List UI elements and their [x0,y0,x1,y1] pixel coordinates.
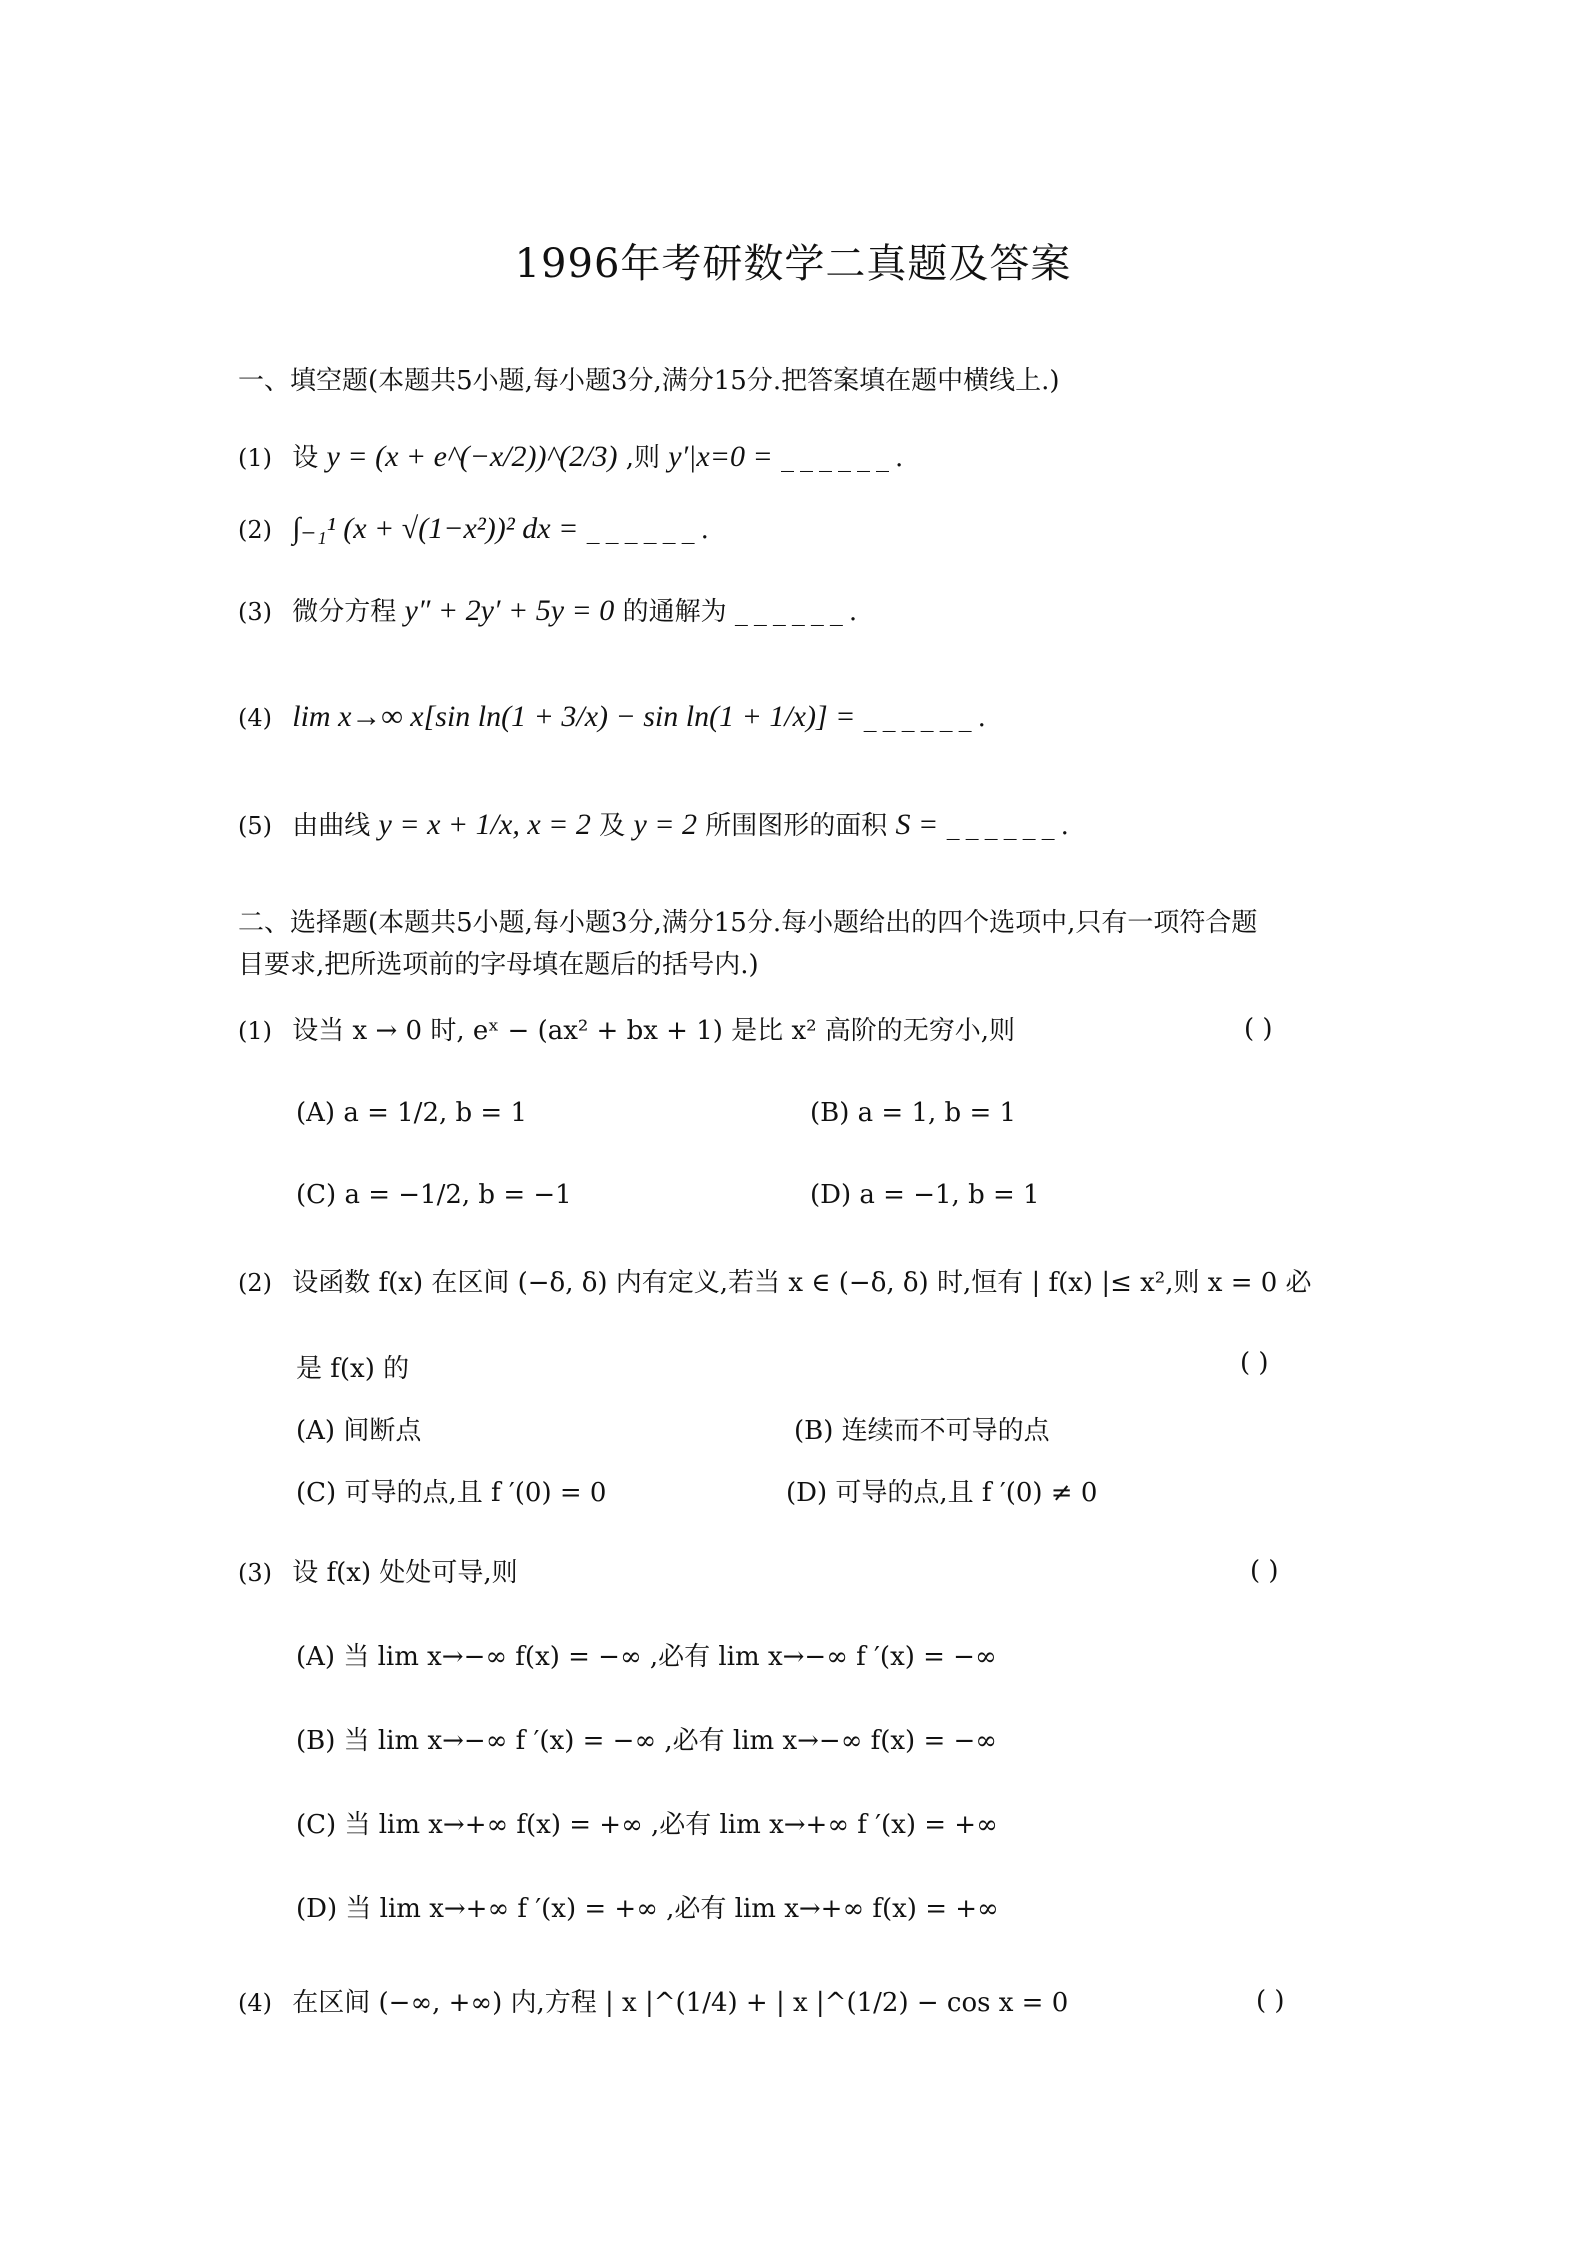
s2-q1-text: 设当 x → 0 时, eˣ − (ax² + bx + 1) 是比 x² 高阶的无穷小,则 [292,1016,1016,1046]
s2-q2-option-b: (B) 连续而不可导的点 [794,1416,1050,1446]
s1-q3-pre: 微分方程 [292,597,397,627]
s2-question-1 [238,1014,1015,1048]
s1-q1-expr: y = (x + e^(−x/2))^(2/3) [326,440,618,473]
s1-q4-blank: ______. [863,703,992,733]
s1-q2-blank: ______. [586,515,715,545]
s1-q5-mid: 及 [599,811,626,841]
s2-q2-text: 设函数 f(x) 在区间 (−δ, δ) 内有定义,若当 x ∈ (−δ, δ) 时,恒有 | f(x) |≤ x²,则 x = 0 必 [292,1268,1312,1298]
section1-heading: 一、填空题(本题共5小题,每小题3分,满分15分.把答案填在题中横线上.) [238,366,1060,396]
s2-q2-text-line2: 是 f(x) 的 [296,1354,410,1384]
s2-q4-num: (4) [238,1989,272,2017]
s2-q2-num: (2) [238,1269,272,1297]
page-title: 1996年考研数学二真题及答案 [514,241,1072,287]
s1-q2-expr: ∫₋₁¹ (x + √(1−x²))² dx = [292,512,579,545]
s2-q1-option-c: (C) a = −1/2, b = −1 [296,1180,572,1210]
s1-q2-num: (2) [238,516,272,544]
s2-q3-option-d: (D) 当 lim x→+∞ f ′(x) = +∞ ,必有 lim x→+∞ f(x) = +∞ [296,1894,999,1924]
section2-heading-line1: 二、选择题(本题共5小题,每小题3分,满分15分.每小题给出的四个选项中,只有一项符合题 [238,908,1258,938]
s1-q5-expr: y = x + 1/x, x = 2 [378,808,591,841]
s2-q1-option-a: (A) a = 1/2, b = 1 [296,1098,528,1128]
s1-q1-blank: ______. [780,443,910,473]
s2-q3-text: 设 f(x) 处处可导,则 [292,1558,518,1588]
s2-q3-option-c: (C) 当 lim x→+∞ f(x) = +∞ ,必有 lim x→+∞ f ′(x) = +∞ [296,1810,998,1840]
s2-q4-answer-paren: ( ) [1256,1986,1285,2016]
s2-q1-answer-paren: ( ) [1244,1014,1273,1044]
s1-q5-post: 所围图形的面积 [705,811,888,841]
s2-q1-num: (1) [238,1017,272,1045]
s1-question-3 [238,594,863,629]
s2-q3-answer-paren: ( ) [1250,1556,1279,1586]
s1-q1-expr2: y′|x=0 = [668,440,773,473]
s1-question-2 [238,512,715,547]
s2-q2-option-c: (C) 可导的点,且 f ′(0) = 0 [296,1478,607,1508]
s1-q5-expr2: y = 2 [633,808,697,841]
s1-q3-blank: ______. [734,597,864,627]
s1-q3-post: 的通解为 [622,597,727,627]
s1-q5-blank: ______. [946,811,1075,841]
s1-question-1 [238,440,909,475]
s2-q3-num: (3) [238,1559,272,1587]
s1-q3-num: (3) [238,598,272,626]
s1-q5-num: (5) [238,812,272,840]
s2-q3-option-b: (B) 当 lim x→−∞ f ′(x) = −∞ ,必有 lim x→−∞ f(x) = −∞ [296,1726,997,1756]
s1-q1-num: (1) [238,444,272,472]
s2-q2-option-d: (D) 可导的点,且 f ′(0) ≠ 0 [786,1478,1098,1508]
s2-q2-answer-paren: ( ) [1240,1348,1269,1378]
s1-q5-pre: 由曲线 [292,811,371,841]
s2-q2-option-a: (A) 间断点 [296,1416,422,1446]
s1-q4-expr: lim x→∞ x[sin ln(1 + 3/x) − sin ln(1 + 1/x)] = [292,700,856,733]
s2-question-3 [238,1556,518,1590]
section2-heading-line2: 目要求,把所选项前的字母填在题后的括号内.) [238,950,759,980]
s1-q1-mid: ,则 [625,443,660,473]
s1-question-5 [238,808,1075,843]
s2-q1-option-d: (D) a = −1, b = 1 [810,1180,1040,1210]
s2-question-4 [238,1986,1068,2020]
s1-q3-expr: y″ + 2y′ + 5y = 0 [404,594,615,627]
s1-q4-num: (4) [238,704,272,732]
s2-question-2 [238,1266,1312,1300]
s1-q5-expr3: S = [895,808,939,841]
s1-q1-pre: 设 [292,443,319,473]
s2-q1-option-b: (B) a = 1, b = 1 [810,1098,1017,1128]
s1-question-4 [238,700,992,735]
s2-q4-text: 在区间 (−∞, +∞) 内,方程 | x |^(1/4) + | x |^(1/2) − cos x = 0 [292,1988,1069,2018]
s2-q3-option-a: (A) 当 lim x→−∞ f(x) = −∞ ,必有 lim x→−∞ f ′(x) = −∞ [296,1642,997,1672]
